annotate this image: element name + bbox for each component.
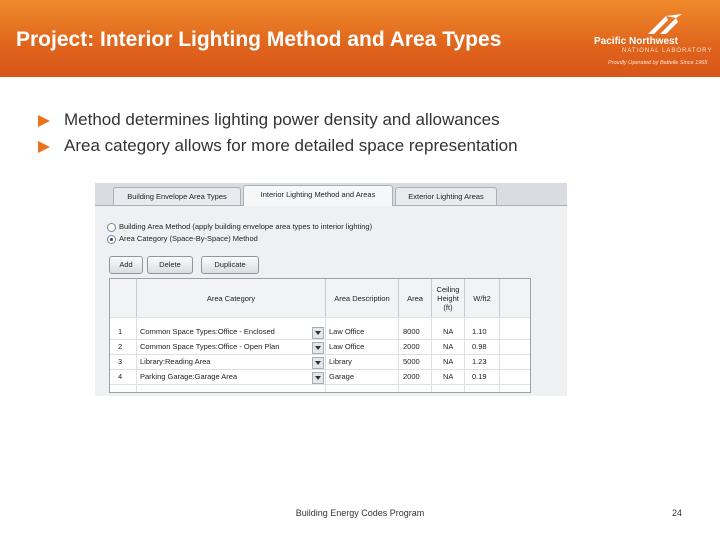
area-description-cell[interactable]: Law Office (329, 327, 365, 336)
column-header-area-description[interactable]: Area Description (326, 279, 399, 317)
area-category-cell[interactable]: Parking Garage:Garage Area (140, 372, 238, 381)
column-header-area[interactable]: Area (399, 279, 432, 317)
logo-name: Pacific Northwest (594, 36, 678, 47)
ceiling-height-cell[interactable]: NA (443, 327, 454, 336)
pnnl-logo (594, 12, 716, 72)
area-category-cell[interactable]: Library:Reading Area (140, 357, 211, 366)
radio-area-category-method[interactable] (107, 233, 258, 244)
radio-label: Area Category (Space-By-Space) Method (119, 234, 258, 243)
radio-building-area-method[interactable] (107, 221, 372, 232)
slide-title: Project: Interior Lighting Method and Area Types (16, 28, 502, 51)
tab-exterior-lighting-areas[interactable]: Exterior Lighting Areas (395, 187, 497, 205)
column-header-wft2[interactable]: W/ft2 (465, 279, 500, 317)
bullet-text: Area category allows for more detailed space representation (64, 136, 518, 155)
radio-label: Building Area Method (apply building envelope area types to interior lighting) (119, 222, 373, 231)
row-number: 2 (118, 342, 123, 351)
area-cell[interactable]: 8000 (403, 327, 420, 336)
dropdown-arrow-icon[interactable] (312, 372, 324, 384)
ceiling-height-cell[interactable]: NA (443, 372, 454, 381)
dropdown-arrow-icon[interactable] (312, 357, 324, 369)
column-header-spacer (500, 279, 530, 317)
wft2-cell: 0.19 (472, 372, 487, 381)
column-header-ceiling-height[interactable]: Ceiling Height (ft) (432, 279, 465, 317)
ceiling-height-cell[interactable]: NA (443, 342, 454, 351)
row-divider (110, 384, 530, 385)
column-divider (325, 317, 326, 392)
area-table (109, 278, 531, 393)
area-description-cell[interactable]: Garage (329, 372, 355, 381)
add-button[interactable]: Add (109, 256, 143, 274)
column-header-area-category[interactable]: Area Category (137, 279, 326, 317)
area-description-cell[interactable]: Library (329, 357, 352, 366)
area-cell[interactable]: 2000 (403, 342, 420, 351)
logo-subtitle: NATIONAL LABORATORY (622, 48, 713, 54)
slide-header (0, 0, 720, 77)
dropdown-arrow-icon[interactable] (312, 342, 324, 354)
wft2-cell: 1.23 (472, 357, 487, 366)
logo-mark-icon (646, 12, 686, 36)
header-divider (110, 317, 530, 318)
column-divider (431, 317, 432, 392)
column-header-number (110, 279, 137, 317)
page-number: 24 (672, 508, 683, 518)
radio-button-selected[interactable] (107, 235, 116, 244)
radio-button[interactable] (107, 223, 116, 232)
wft2-cell: 0.98 (472, 342, 487, 351)
area-category-cell[interactable]: Common Space Types:Office - Enclosed (140, 327, 275, 336)
delete-button[interactable]: Delete (147, 256, 193, 274)
tab-interior-lighting-method[interactable]: Interior Lighting Method and Areas (243, 185, 393, 206)
dropdown-arrow-icon[interactable] (312, 327, 324, 339)
area-category-cell[interactable]: Common Space Types:Office - Open Plan (140, 342, 280, 351)
bullet-text: Method determines lighting power density and allowances (64, 110, 500, 129)
row-number: 1 (118, 327, 123, 336)
area-description-cell[interactable]: Law Office (329, 342, 365, 351)
ceiling-height-cell[interactable]: NA (443, 357, 454, 366)
row-number: 4 (118, 372, 123, 381)
area-cell[interactable]: 5000 (403, 357, 420, 366)
tab-building-envelope-area-types[interactable]: Building Envelope Area Types (113, 187, 241, 205)
software-screenshot (95, 183, 567, 396)
area-cell[interactable]: 2000 (403, 372, 420, 381)
bullet-arrow-icon (38, 141, 50, 153)
duplicate-button[interactable]: Duplicate (201, 256, 259, 274)
row-number: 3 (118, 357, 123, 366)
bullet-arrow-icon (38, 115, 50, 127)
bullet-list (38, 110, 518, 162)
logo-tagline: Proudly Operated by Battelle Since 1965 (608, 60, 708, 66)
footer-program: Building Energy Codes Program (295, 508, 425, 518)
bullet-item (38, 136, 518, 162)
column-divider (136, 317, 137, 392)
wft2-cell: 1.10 (472, 327, 487, 336)
bullet-item (38, 110, 518, 136)
tab-bar (95, 183, 567, 206)
column-divider (464, 317, 465, 392)
column-divider (398, 317, 399, 392)
column-divider (499, 317, 500, 392)
